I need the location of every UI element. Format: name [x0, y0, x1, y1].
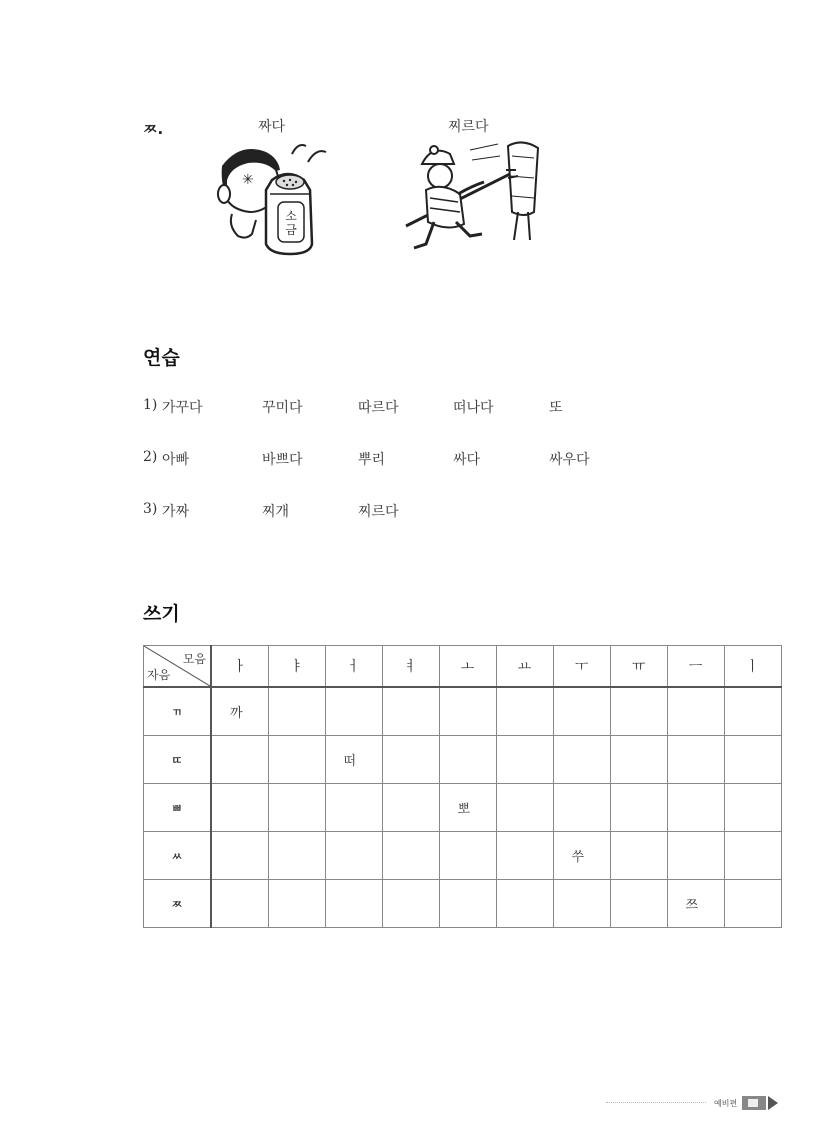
consonant-header: ㅆ — [144, 832, 212, 880]
footer-label: 예비편 — [714, 1099, 738, 1108]
writing-title: 쓰기 — [143, 603, 180, 625]
grid-cell — [553, 736, 610, 784]
grid-cell — [610, 832, 667, 880]
practice-word: 싸다 — [453, 452, 481, 468]
practice-word: 아빠 — [162, 452, 190, 468]
consonant-header: ㄲ — [144, 687, 212, 736]
grid-cell — [667, 832, 724, 880]
practice-word: 가짜 — [162, 504, 190, 520]
practice-row-3-number: 3) — [143, 501, 158, 517]
grid-cell — [553, 880, 610, 928]
grid-cell — [382, 736, 439, 784]
vowel-header-row — [144, 646, 782, 688]
grid-cell — [439, 736, 496, 784]
corner-consonant-label: 자음 — [147, 668, 171, 682]
consonant-header: ㅃ — [144, 784, 212, 832]
grid-cell — [496, 736, 553, 784]
grid-cell: 떠 — [325, 736, 382, 784]
grid-cell — [667, 687, 724, 736]
svg-text:✳: ✳ — [242, 172, 254, 188]
practice-word: 찌르다 — [358, 504, 399, 520]
illustration-caption-stab: 찌르다 — [448, 119, 489, 135]
vowel-header: ㅠ — [610, 646, 667, 688]
illustration-caption-salty: 짜다 — [258, 119, 286, 135]
grid-row — [144, 784, 782, 832]
grid-cell — [496, 687, 553, 736]
vowel-header: ㅓ — [325, 646, 382, 688]
grid-cell — [382, 784, 439, 832]
grid-cell — [325, 832, 382, 880]
grid-cell — [724, 832, 781, 880]
grid-cell: 쯔 — [667, 880, 724, 928]
grid-cell — [439, 832, 496, 880]
grid-cell — [724, 736, 781, 784]
grid-cell — [382, 832, 439, 880]
stab-illustration — [400, 136, 550, 258]
practice-word: 싸우다 — [549, 452, 590, 468]
salty-illustration — [212, 136, 332, 258]
grid-cell — [496, 832, 553, 880]
practice-word: 또 — [549, 400, 563, 416]
practice-word: 바쁘다 — [262, 452, 303, 468]
grid-cell — [724, 784, 781, 832]
footer-dotted-line — [606, 1102, 706, 1103]
vowel-header: ㅑ — [268, 646, 325, 688]
grid-row — [144, 736, 782, 784]
grid-cell — [268, 832, 325, 880]
consonant-header: ㄸ — [144, 736, 212, 784]
grid-corner — [144, 646, 212, 688]
grid-cell: 까 — [211, 687, 268, 736]
writing-grid — [143, 645, 782, 928]
grid-cell — [211, 784, 268, 832]
vowel-header: ㅏ — [211, 646, 268, 688]
practice-word: 뿌리 — [358, 452, 386, 468]
grid-cell — [325, 687, 382, 736]
practice-row-2-number: 2) — [143, 449, 158, 465]
vowel-header: ㅛ — [496, 646, 553, 688]
grid-cell — [724, 687, 781, 736]
grid-row — [144, 880, 782, 928]
grid-cell — [211, 832, 268, 880]
page-number-badge-icon — [742, 1094, 782, 1112]
grid-cell: 뽀 — [439, 784, 496, 832]
grid-cell — [610, 784, 667, 832]
practice-title: 연습 — [143, 347, 180, 369]
grid-cell — [268, 736, 325, 784]
grid-cell — [667, 736, 724, 784]
vowel-header: ㅣ — [724, 646, 781, 688]
grid-cell — [268, 687, 325, 736]
vowel-header: ㅡ — [667, 646, 724, 688]
grid-cell — [439, 880, 496, 928]
grid-cell — [439, 687, 496, 736]
corner-vowel-label: 모음 — [182, 652, 206, 666]
grid-cell — [382, 880, 439, 928]
practice-word: 떠나다 — [453, 400, 494, 416]
letter-heading: ㅉ. — [143, 120, 164, 138]
practice-word: 꾸미다 — [262, 400, 303, 416]
grid-cell — [610, 736, 667, 784]
grid-cell — [553, 784, 610, 832]
grid-cell — [724, 880, 781, 928]
practice-word: 찌개 — [262, 504, 290, 520]
grid-cell — [268, 784, 325, 832]
grid-cell — [268, 880, 325, 928]
grid-cell: 쑤 — [553, 832, 610, 880]
grid-cell — [553, 687, 610, 736]
practice-row-1-number: 1) — [143, 397, 158, 413]
grid-cell — [667, 784, 724, 832]
grid-cell — [211, 736, 268, 784]
grid-row — [144, 687, 782, 736]
grid-cell — [610, 880, 667, 928]
salt-label-icon: 소 금 — [285, 209, 297, 237]
grid-row — [144, 832, 782, 880]
grid-cell — [325, 784, 382, 832]
grid-cell — [496, 880, 553, 928]
consonant-header: ㅉ — [144, 880, 212, 928]
vowel-header: ㅕ — [382, 646, 439, 688]
grid-cell — [382, 687, 439, 736]
grid-cell — [496, 784, 553, 832]
vowel-header: ㅗ — [439, 646, 496, 688]
practice-word: 따르다 — [358, 400, 399, 416]
grid-cell — [610, 687, 667, 736]
grid-cell — [325, 880, 382, 928]
grid-cell — [211, 880, 268, 928]
vowel-header: ㅜ — [553, 646, 610, 688]
practice-word: 가꾸다 — [162, 400, 203, 416]
